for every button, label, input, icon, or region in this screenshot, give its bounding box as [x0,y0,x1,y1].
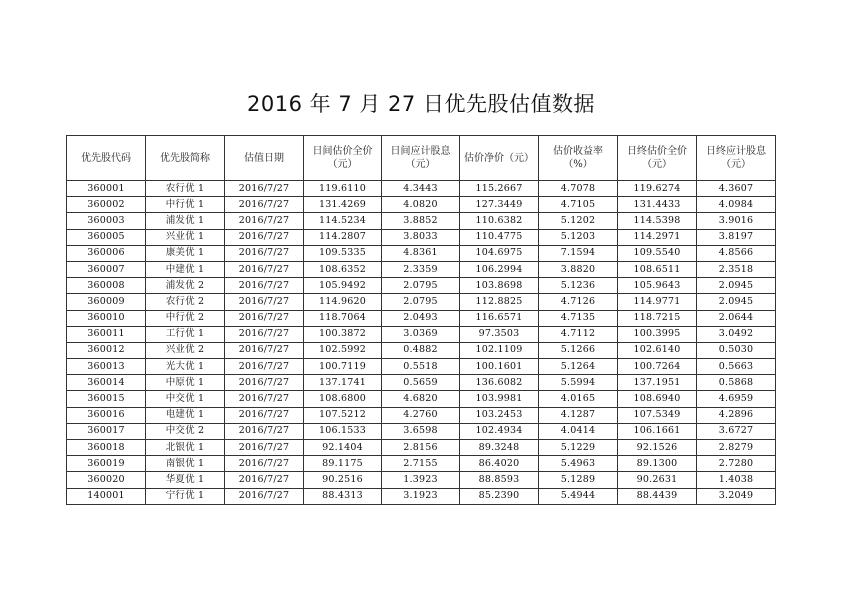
cell-intraday-accrued-dividend: 0.5518 [382,359,460,375]
cell-eod-full-price: 118.7215 [618,310,697,326]
cell-net-price: 112.8825 [460,294,539,310]
cell-net-price: 85.2390 [460,488,539,504]
cell-yield: 4.0165 [539,391,618,407]
cell-eod-full-price: 107.5349 [618,407,697,423]
cell-valuation-date: 2016/7/27 [225,326,304,342]
cell-eod-accrued-dividend: 2.0644 [697,310,776,326]
cell-yield: 5.1236 [539,278,618,294]
table-row [67,488,776,504]
cell-code: 360002 [67,197,146,213]
cell-intraday-full-price: 118.7064 [304,310,382,326]
column-header-label: 估价收益率 [553,146,603,157]
cell-valuation-date: 2016/7/27 [225,229,304,245]
cell-code: 360009 [67,294,146,310]
table-row [67,261,776,277]
column-header-net-price [460,136,539,181]
cell-short-name: 浦发优 1 [146,213,225,229]
cell-intraday-accrued-dividend: 4.8361 [382,245,460,261]
cell-code: 360015 [67,391,146,407]
table-row [67,440,776,456]
column-header-label: 日间估价全价 [312,146,373,157]
cell-net-price: 88.8593 [460,472,539,488]
column-header-unit: （元） [642,159,672,170]
cell-valuation-date: 2016/7/27 [225,294,304,310]
column-header-label: 日终应计股息 [706,146,766,157]
cell-code: 360006 [67,245,146,261]
table-body [67,181,776,505]
cell-yield: 5.4963 [539,456,618,472]
cell-valuation-date: 2016/7/27 [225,423,304,439]
column-header-unit: （元） [405,159,436,170]
column-header-label: 优先股简称 [160,152,210,164]
column-header-unit: （%） [563,159,593,170]
cell-short-name: 中原优 1 [146,375,225,391]
column-header-label: 估值日期 [244,152,284,164]
cell-short-name: 工行优 1 [146,326,225,342]
cell-intraday-accrued-dividend: 4.6820 [382,391,460,407]
table-row [67,375,776,391]
table-row [67,423,776,439]
cell-eod-accrued-dividend: 4.8566 [697,245,776,261]
cell-eod-full-price: 108.6940 [618,391,697,407]
cell-intraday-accrued-dividend: 2.8156 [382,440,460,456]
cell-valuation-date: 2016/7/27 [225,342,304,358]
cell-intraday-accrued-dividend: 3.0369 [382,326,460,342]
table-header-row [67,136,776,181]
cell-intraday-full-price: 89.1175 [304,456,382,472]
cell-intraday-accrued-dividend: 2.7155 [382,456,460,472]
cell-eod-full-price: 109.5540 [618,245,697,261]
cell-eod-accrued-dividend: 3.2049 [697,488,776,504]
cell-valuation-date: 2016/7/27 [225,261,304,277]
cell-eod-accrued-dividend: 0.5868 [697,375,776,391]
cell-net-price: 102.4934 [460,423,539,439]
cell-eod-accrued-dividend: 4.6959 [697,391,776,407]
cell-valuation-date: 2016/7/27 [225,407,304,423]
cell-eod-accrued-dividend: 4.0984 [697,197,776,213]
cell-eod-full-price: 137.1951 [618,375,697,391]
cell-eod-accrued-dividend: 2.3518 [697,261,776,277]
cell-intraday-accrued-dividend: 3.8852 [382,213,460,229]
cell-intraday-full-price: 102.5992 [304,342,382,358]
table-row [67,245,776,261]
cell-eod-accrued-dividend: 3.6727 [697,423,776,439]
cell-net-price: 110.6382 [460,213,539,229]
cell-intraday-full-price: 109.5335 [304,245,382,261]
cell-intraday-accrued-dividend: 0.5659 [382,375,460,391]
cell-code: 360014 [67,375,146,391]
cell-eod-full-price: 114.9771 [618,294,697,310]
cell-eod-full-price: 119.6274 [618,181,697,197]
cell-eod-full-price: 102.6140 [618,342,697,358]
cell-short-name: 农行优 2 [146,294,225,310]
cell-short-name: 电建优 1 [146,407,225,423]
cell-short-name: 兴业优 1 [146,229,225,245]
cell-yield: 4.7135 [539,310,618,326]
cell-code: 360016 [67,407,146,423]
cell-code: 360001 [67,181,146,197]
cell-short-name: 农行优 1 [146,181,225,197]
cell-eod-full-price: 89.1300 [618,456,697,472]
cell-eod-full-price: 114.2971 [618,229,697,245]
cell-yield: 3.8820 [539,261,618,277]
cell-net-price: 106.2994 [460,261,539,277]
cell-intraday-accrued-dividend: 4.3443 [382,181,460,197]
cell-yield: 5.1202 [539,213,618,229]
column-header-label: 优先股代码 [81,152,131,164]
table-row [67,326,776,342]
cell-short-name: 兴业优 2 [146,342,225,358]
cell-eod-full-price: 90.2631 [618,472,697,488]
cell-intraday-full-price: 114.2807 [304,229,382,245]
cell-code: 360005 [67,229,146,245]
table-row [67,294,776,310]
cell-eod-full-price: 100.7264 [618,359,697,375]
column-header-unit: （元） [327,159,358,170]
cell-intraday-accrued-dividend: 3.6598 [382,423,460,439]
cell-net-price: 116.6571 [460,310,539,326]
cell-eod-accrued-dividend: 0.5663 [697,359,776,375]
cell-yield: 4.7126 [539,294,618,310]
cell-intraday-full-price: 108.6352 [304,261,382,277]
cell-yield: 5.5994 [539,375,618,391]
cell-short-name: 华夏优 1 [146,472,225,488]
column-header-label: 估价净价（元） [464,152,534,164]
column-header-valuation-date [225,136,304,181]
cell-eod-accrued-dividend: 2.0945 [697,278,776,294]
cell-intraday-full-price: 114.9620 [304,294,382,310]
table-row [67,391,776,407]
cell-intraday-accrued-dividend: 2.0795 [382,294,460,310]
cell-eod-accrued-dividend: 4.3607 [697,181,776,197]
cell-intraday-accrued-dividend: 2.3359 [382,261,460,277]
cell-eod-full-price: 131.4433 [618,197,697,213]
cell-yield: 4.7078 [539,181,618,197]
cell-intraday-full-price: 106.1533 [304,423,382,439]
cell-intraday-accrued-dividend: 3.1923 [382,488,460,504]
cell-eod-accrued-dividend: 3.0492 [697,326,776,342]
cell-eod-accrued-dividend: 2.8279 [697,440,776,456]
cell-net-price: 127.3449 [460,197,539,213]
cell-intraday-full-price: 92.1404 [304,440,382,456]
cell-eod-accrued-dividend: 3.8197 [697,229,776,245]
cell-valuation-date: 2016/7/27 [225,472,304,488]
cell-net-price: 110.4775 [460,229,539,245]
cell-short-name: 中交优 2 [146,423,225,439]
cell-yield: 4.1287 [539,407,618,423]
column-header-unit: （元） [721,159,751,170]
table-row [67,278,776,294]
column-header-intraday-accrued-dividend [382,136,460,181]
cell-intraday-full-price: 114.5234 [304,213,382,229]
cell-eod-accrued-dividend: 2.0945 [697,294,776,310]
cell-yield: 5.1289 [539,472,618,488]
cell-short-name: 康美优 1 [146,245,225,261]
column-header-intraday-full-price [304,136,382,181]
column-header-yield [539,136,618,181]
table-row [67,359,776,375]
cell-intraday-full-price: 100.3872 [304,326,382,342]
cell-intraday-full-price: 100.7119 [304,359,382,375]
cell-intraday-accrued-dividend: 0.4882 [382,342,460,358]
cell-yield: 4.7112 [539,326,618,342]
cell-valuation-date: 2016/7/27 [225,181,304,197]
cell-intraday-accrued-dividend: 1.3923 [382,472,460,488]
cell-eod-full-price: 92.1526 [618,440,697,456]
table-row [67,456,776,472]
table-row [67,181,776,197]
cell-valuation-date: 2016/7/27 [225,440,304,456]
cell-net-price: 115.2667 [460,181,539,197]
cell-code: 360020 [67,472,146,488]
cell-intraday-full-price: 88.4313 [304,488,382,504]
table-row [67,229,776,245]
table-row [67,197,776,213]
cell-eod-full-price: 108.6511 [618,261,697,277]
cell-yield: 5.1264 [539,359,618,375]
valuation-table [66,135,776,505]
cell-valuation-date: 2016/7/27 [225,456,304,472]
cell-eod-accrued-dividend: 4.2896 [697,407,776,423]
table-row [67,213,776,229]
table-row [67,342,776,358]
cell-valuation-date: 2016/7/27 [225,213,304,229]
cell-net-price: 103.2453 [460,407,539,423]
cell-valuation-date: 2016/7/27 [225,375,304,391]
cell-net-price: 103.9981 [460,391,539,407]
cell-code: 360010 [67,310,146,326]
column-header-eod-full-price [618,136,697,181]
cell-short-name: 宁行优 1 [146,488,225,504]
cell-short-name: 中行优 2 [146,310,225,326]
cell-eod-full-price: 105.9643 [618,278,697,294]
column-header-eod-accrued-dividend [697,136,776,181]
table-row [67,472,776,488]
cell-eod-accrued-dividend: 3.9016 [697,213,776,229]
cell-short-name: 中建优 1 [146,261,225,277]
cell-yield: 4.7105 [539,197,618,213]
cell-code: 360012 [67,342,146,358]
cell-eod-accrued-dividend: 0.5030 [697,342,776,358]
cell-short-name: 中行优 1 [146,197,225,213]
cell-code: 360003 [67,213,146,229]
cell-code: 360011 [67,326,146,342]
cell-intraday-full-price: 131.4269 [304,197,382,213]
cell-net-price: 136.6082 [460,375,539,391]
cell-code: 360018 [67,440,146,456]
cell-eod-full-price: 114.5398 [618,213,697,229]
cell-net-price: 86.4020 [460,456,539,472]
cell-valuation-date: 2016/7/27 [225,359,304,375]
cell-code: 360007 [67,261,146,277]
cell-eod-full-price: 106.1661 [618,423,697,439]
cell-intraday-accrued-dividend: 3.8033 [382,229,460,245]
cell-yield: 5.1266 [539,342,618,358]
column-header-code [67,136,146,181]
cell-net-price: 102.1109 [460,342,539,358]
column-header-label: 日终估价全价 [627,146,687,157]
table-row [67,310,776,326]
column-header-short-name [146,136,225,181]
cell-net-price: 104.6975 [460,245,539,261]
cell-intraday-accrued-dividend: 2.0493 [382,310,460,326]
cell-code: 360017 [67,423,146,439]
cell-short-name: 浦发优 2 [146,278,225,294]
cell-net-price: 100.1601 [460,359,539,375]
cell-eod-full-price: 100.3995 [618,326,697,342]
column-header-label: 日间应计股息 [390,146,451,157]
cell-short-name: 北银优 1 [146,440,225,456]
cell-intraday-full-price: 105.9492 [304,278,382,294]
cell-intraday-full-price: 90.2516 [304,472,382,488]
cell-short-name: 中交优 1 [146,391,225,407]
cell-short-name: 光大优 1 [146,359,225,375]
cell-net-price: 89.3248 [460,440,539,456]
cell-yield: 7.1594 [539,245,618,261]
cell-intraday-full-price: 108.6800 [304,391,382,407]
cell-eod-accrued-dividend: 1.4038 [697,472,776,488]
cell-intraday-full-price: 107.5212 [304,407,382,423]
cell-intraday-full-price: 119.6110 [304,181,382,197]
cell-valuation-date: 2016/7/27 [225,488,304,504]
cell-valuation-date: 2016/7/27 [225,278,304,294]
cell-yield: 5.1203 [539,229,618,245]
cell-valuation-date: 2016/7/27 [225,197,304,213]
cell-eod-full-price: 88.4439 [618,488,697,504]
cell-yield: 5.4944 [539,488,618,504]
cell-code: 360008 [67,278,146,294]
cell-valuation-date: 2016/7/27 [225,245,304,261]
cell-net-price: 97.3503 [460,326,539,342]
cell-net-price: 103.8698 [460,278,539,294]
cell-code: 360013 [67,359,146,375]
cell-intraday-accrued-dividend: 4.0820 [382,197,460,213]
cell-code: 360019 [67,456,146,472]
cell-short-name: 南银优 1 [146,456,225,472]
cell-valuation-date: 2016/7/27 [225,391,304,407]
cell-eod-accrued-dividend: 2.7280 [697,456,776,472]
cell-valuation-date: 2016/7/27 [225,310,304,326]
cell-intraday-accrued-dividend: 4.2760 [382,407,460,423]
cell-yield: 5.1229 [539,440,618,456]
cell-yield: 4.0414 [539,423,618,439]
cell-code: 140001 [67,488,146,504]
cell-intraday-accrued-dividend: 2.0795 [382,278,460,294]
cell-intraday-full-price: 137.1741 [304,375,382,391]
page-title: 2016 年 7 月 27 日优先股估值数据 [247,92,595,116]
table-row [67,407,776,423]
